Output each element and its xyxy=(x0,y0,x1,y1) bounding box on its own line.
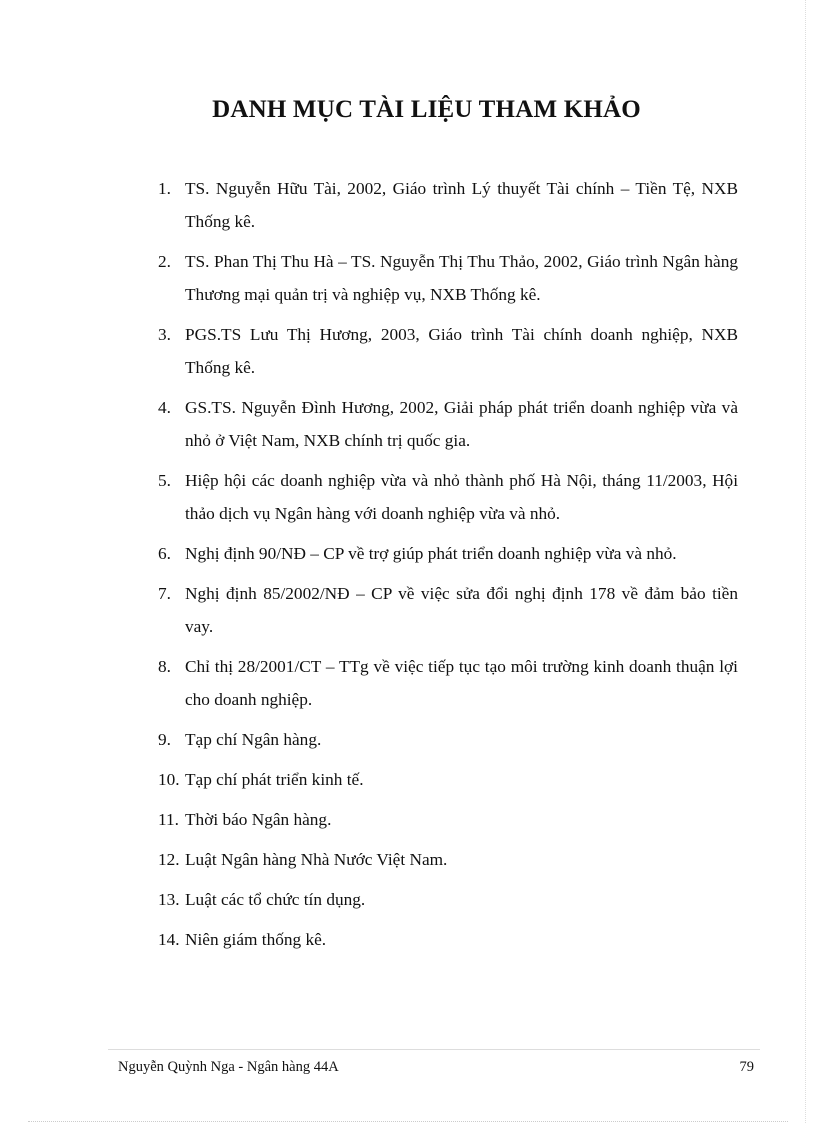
reference-number: 7. xyxy=(158,584,171,603)
reference-item-1 xyxy=(158,172,738,238)
reference-text: Luật các tổ chức tín dụng. xyxy=(185,890,366,909)
reference-item-13 xyxy=(158,883,738,916)
reference-text: TS. Phan Thị Thu Hà – TS. Nguyễn Thị Thu Thảo, 2002, Giáo trình Ngân hàng Thương mại quản trị và nghiệp vụ, NXB Thống kê. xyxy=(185,252,738,304)
reference-number: 14. xyxy=(158,930,180,949)
reference-item-8 xyxy=(158,650,738,716)
reference-text: PGS.TS Lưu Thị Hương, 2003, Giáo trình Tài chính doanh nghiệp, NXB Thống kê. xyxy=(185,325,738,377)
reference-number: 3. xyxy=(158,325,171,344)
reference-text: Tạp chí Ngân hàng. xyxy=(185,730,322,749)
reference-text: Niên giám thống kê. xyxy=(185,930,327,949)
reference-item-10 xyxy=(158,763,738,796)
reference-item-5 xyxy=(158,464,738,530)
reference-text: Nghị định 90/NĐ – CP về trợ giúp phát triển doanh nghiệp vừa và nhỏ. xyxy=(185,544,677,563)
reference-number: 13. xyxy=(158,890,180,909)
reference-text: Chỉ thị 28/2001/CT – TTg về việc tiếp tục tạo môi trường kinh doanh thuận lợi cho doanh nghiệp. xyxy=(185,657,738,709)
page-right-border xyxy=(805,0,806,1123)
page-number: 79 xyxy=(739,1059,754,1075)
reference-item-4 xyxy=(158,391,738,457)
reference-list xyxy=(158,172,738,963)
footer-author: Nguyễn Quỳnh Nga - Ngân hàng 44A xyxy=(118,1059,339,1075)
reference-text: GS.TS. Nguyễn Đình Hương, 2002, Giải pháp phát triển doanh nghiệp vừa và nhỏ ở Việt Nam, NXB chính trị quốc gia. xyxy=(185,398,738,450)
reference-number: 6. xyxy=(158,544,171,563)
reference-text: Hiệp hội các doanh nghiệp vừa và nhỏ thành phố Hà Nội, tháng 11/2003, Hội thảo dịch vụ Ngân hàng với doanh nghiệp vừa và nhỏ. xyxy=(185,471,738,523)
reference-item-12 xyxy=(158,843,738,876)
page-title: DANH MỤC TÀI LIỆU THAM KHẢO xyxy=(212,96,641,123)
reference-text: Luật Ngân hàng Nhà Nước Việt Nam. xyxy=(185,850,448,869)
reference-text: Thời báo Ngân hàng. xyxy=(185,810,332,829)
reference-number: 5. xyxy=(158,471,171,490)
reference-text: Nghị định 85/2002/NĐ – CP về việc sửa đổi nghị định 178 về đảm bảo tiền vay. xyxy=(185,584,738,636)
reference-item-14 xyxy=(158,923,738,956)
reference-text: TS. Nguyễn Hữu Tài, 2002, Giáo trình Lý thuyết Tài chính – Tiền Tệ, NXB Thống kê. xyxy=(185,179,738,231)
reference-number: 10. xyxy=(158,770,180,789)
reference-item-6 xyxy=(158,537,738,570)
reference-item-11 xyxy=(158,803,738,836)
reference-text: Tạp chí phát triển kinh tế. xyxy=(185,770,364,789)
reference-item-9 xyxy=(158,723,738,756)
reference-number: 2. xyxy=(158,252,171,271)
reference-number: 8. xyxy=(158,657,171,676)
reference-item-2 xyxy=(158,245,738,311)
reference-item-3 xyxy=(158,318,738,384)
reference-number: 9. xyxy=(158,730,171,749)
footer-divider xyxy=(108,1049,760,1050)
reference-item-7 xyxy=(158,577,738,643)
reference-number: 4. xyxy=(158,398,171,417)
reference-number: 11. xyxy=(158,810,179,829)
reference-number: 12. xyxy=(158,850,180,869)
reference-number: 1. xyxy=(158,179,171,198)
page-bottom-border xyxy=(28,1121,788,1122)
